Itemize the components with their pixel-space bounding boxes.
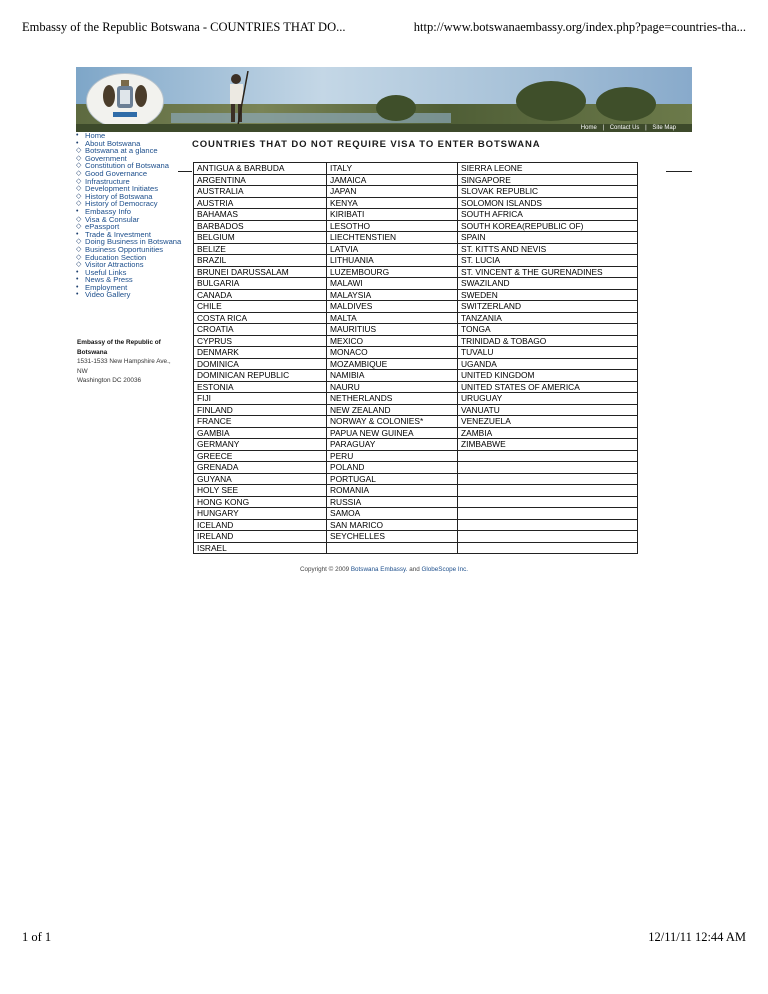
copyright-footer: [0, 566, 768, 573]
country-cell: PORTUGAL: [327, 473, 458, 485]
country-cell: LIECHTENSTIEN: [327, 232, 458, 244]
country-cell: GREECE: [194, 450, 327, 462]
table-row: [194, 496, 638, 508]
country-cell: TONGA: [458, 324, 638, 336]
country-cell: AUSTRIA: [194, 197, 327, 209]
diamond-bullet-icon: ◇: [76, 200, 82, 208]
country-cell: GRENADA: [194, 462, 327, 474]
country-cell: MEXICO: [327, 335, 458, 347]
country-cell: LATVIA: [327, 243, 458, 255]
bullet-icon: •: [76, 139, 79, 147]
diamond-bullet-icon: ◇: [76, 177, 82, 185]
page-title: COUNTRIES THAT DO NOT REQUIRE VISA TO ENTER BOTSWANA: [192, 139, 541, 150]
table-row: [194, 393, 638, 405]
country-cell: POLAND: [327, 462, 458, 474]
country-cell: [458, 531, 638, 543]
country-cell: UGANDA: [458, 358, 638, 370]
country-cell: [458, 519, 638, 531]
country-cell: [327, 542, 458, 554]
country-cell: MAURITIUS: [327, 324, 458, 336]
bullet-icon: •: [76, 268, 79, 276]
country-cell: SPAIN: [458, 232, 638, 244]
table-row: [194, 542, 638, 554]
table-row: [194, 462, 638, 474]
table-row: [194, 485, 638, 497]
sidebar-item-label: Botswana at a glance: [85, 146, 158, 156]
table-row: [194, 508, 638, 520]
country-cell: [458, 496, 638, 508]
table-row: [194, 186, 638, 198]
country-cell: MALDIVES: [327, 301, 458, 313]
divider: [178, 171, 192, 172]
sidebar-item-label: History of Botswana: [85, 191, 153, 201]
country-cell: SOUTH KOREA(REPUBLIC OF): [458, 220, 638, 232]
country-cell: COSTA RICA: [194, 312, 327, 324]
embassy-address: [77, 338, 183, 386]
top-nav-home-link[interactable]: Home: [580, 125, 597, 131]
bullet-icon: •: [76, 276, 79, 284]
country-cell: SLOVAK REPUBLIC: [458, 186, 638, 198]
country-cell: SINGAPORE: [458, 174, 638, 186]
country-cell: BARBADOS: [194, 220, 327, 232]
country-cell: LUZEMBOURG: [327, 266, 458, 278]
diamond-bullet-icon: ◇: [76, 154, 82, 162]
country-cell: LESOTHO: [327, 220, 458, 232]
country-cell: NETHERLANDS: [327, 393, 458, 405]
print-header: [22, 20, 746, 36]
table-row: [194, 427, 638, 439]
country-cell: KIRIBATI: [327, 209, 458, 221]
embassy-name: Embassy of the Republic of Botswana: [77, 339, 161, 356]
country-cell: BRUNEI DARUSSALAM: [194, 266, 327, 278]
table-row: [194, 220, 638, 232]
diamond-bullet-icon: ◇: [76, 147, 82, 155]
country-cell: ISRAEL: [194, 542, 327, 554]
country-cell: HUNGARY: [194, 508, 327, 520]
country-cell: UNITED STATES OF AMERICA: [458, 381, 638, 393]
country-cell: UNITED KINGDOM: [458, 370, 638, 382]
table-row: [194, 255, 638, 267]
country-cell: NAMIBIA: [327, 370, 458, 382]
sidebar-item-label: Development Initiates: [85, 184, 159, 194]
sidebar-item-label: Employment: [85, 282, 128, 292]
sidebar-item-label: Government: [85, 153, 127, 163]
coat-of-arms-logo[interactable]: [86, 73, 164, 129]
top-nav-contact-link[interactable]: Contact Us: [609, 125, 640, 131]
diamond-bullet-icon: ◇: [76, 223, 82, 231]
country-cell: ST. LUCIA: [458, 255, 638, 267]
table-row: [194, 232, 638, 244]
diamond-bullet-icon: ◇: [76, 192, 82, 200]
sidebar-item-label: Visitor Attractions: [85, 260, 144, 270]
sidebar-item-label: Video Gallery: [85, 290, 131, 300]
country-cell: SWEDEN: [458, 289, 638, 301]
country-cell: BELGIUM: [194, 232, 327, 244]
sidebar-item-label: Constitution of Botswana: [85, 161, 170, 171]
divider: [666, 171, 692, 172]
address-line: Washington DC 20036: [77, 377, 142, 384]
country-cell: JAPAN: [327, 186, 458, 198]
sidebar-item-label: Good Governance: [85, 168, 148, 178]
country-cell: BULGARIA: [194, 278, 327, 290]
country-cell: [458, 508, 638, 520]
table-row: [194, 531, 638, 543]
sidebar-item-label: Infrastructure: [85, 176, 130, 186]
address-line: 1531-1533 New Hampshire Ave., NW: [77, 358, 171, 375]
print-datetime: 12/11/11 12:44 AM: [648, 930, 746, 944]
table-row: [194, 358, 638, 370]
sidebar-item-label: Doing Business in Botswana: [85, 237, 182, 247]
country-cell: SOLOMON ISLANDS: [458, 197, 638, 209]
country-cell: TUVALU: [458, 347, 638, 359]
table-row: [194, 404, 638, 416]
country-cell: NORWAY & COLONIES*: [327, 416, 458, 428]
table-row: [194, 416, 638, 428]
table-row: [194, 370, 638, 382]
print-page-title: Embassy of the Republic Botswana - COUNTRIES THAT DO...: [22, 20, 346, 34]
country-cell: CROATIA: [194, 324, 327, 336]
diamond-bullet-icon: ◇: [76, 162, 82, 170]
table-row: [194, 519, 638, 531]
table-row: [194, 381, 638, 393]
top-nav-sitemap-link[interactable]: Site Map: [652, 125, 676, 131]
bullet-icon: •: [76, 230, 79, 238]
bullet-icon: •: [76, 283, 79, 291]
country-cell: BAHAMAS: [194, 209, 327, 221]
diamond-bullet-icon: ◇: [76, 185, 82, 193]
country-cell: [458, 485, 638, 497]
print-page-url: http://www.botswanaembassy.org/index.php?page=countries-tha...: [413, 20, 746, 34]
table-row: [194, 347, 638, 359]
country-cell: PAPUA NEW GUINEA: [327, 427, 458, 439]
table-row: [194, 335, 638, 347]
coat-of-arms-icon: [95, 78, 155, 124]
sidebar-item-label: Business Opportunities: [85, 244, 164, 254]
country-cell: SIERRA LEONE: [458, 163, 638, 175]
sidebar-item-label: News & Press: [85, 275, 133, 285]
country-cell: PERU: [327, 450, 458, 462]
country-cell: ITALY: [327, 163, 458, 175]
sidebar-menu: [76, 132, 182, 299]
country-cell: ARGENTINA: [194, 174, 327, 186]
bullet-icon: •: [76, 291, 79, 299]
country-cell: HONG KONG: [194, 496, 327, 508]
country-cell: RUSSIA: [327, 496, 458, 508]
country-cell: SWAZILAND: [458, 278, 638, 290]
sidebar-item-label: History of Democracy: [85, 199, 158, 209]
country-cell: CANADA: [194, 289, 327, 301]
country-cell: GUYANA: [194, 473, 327, 485]
country-cell: SAMOA: [327, 508, 458, 520]
print-page-count: 1 of 1: [22, 930, 52, 944]
country-cell: [458, 542, 638, 554]
table-row: [194, 174, 638, 186]
top-nav-separator: |: [602, 125, 605, 131]
table-row: [194, 450, 638, 462]
bullet-icon: •: [76, 207, 79, 215]
diamond-bullet-icon: ◇: [76, 245, 82, 253]
country-cell: NAURU: [327, 381, 458, 393]
sidebar-item-label: Useful Links: [85, 267, 127, 277]
country-cell: VENEZUELA: [458, 416, 638, 428]
country-cell: GAMBIA: [194, 427, 327, 439]
diamond-bullet-icon: ◇: [76, 253, 82, 261]
botswana-embassy-link[interactable]: Botswana Embassy.: [350, 566, 408, 573]
country-cell: PARAGUAY: [327, 439, 458, 451]
country-cell: DOMINICA: [194, 358, 327, 370]
top-navigation: [76, 124, 692, 132]
country-cell: KENYA: [327, 197, 458, 209]
country-cell: [458, 473, 638, 485]
country-cell: FIJI: [194, 393, 327, 405]
sidebar-item-label: Visa & Consular: [85, 214, 140, 224]
table-row: [194, 209, 638, 221]
table-row: [194, 243, 638, 255]
country-cell: TANZANIA: [458, 312, 638, 324]
diamond-bullet-icon: ◇: [76, 261, 82, 269]
country-cell: FRANCE: [194, 416, 327, 428]
sidebar-item-label: ePassport: [85, 222, 120, 232]
top-nav-separator: |: [645, 125, 647, 131]
diamond-bullet-icon: ◇: [76, 169, 82, 177]
table-row: [194, 324, 638, 336]
country-cell: ANTIGUA & BARBUDA: [194, 163, 327, 175]
country-cell: [458, 450, 638, 462]
table-row: [194, 301, 638, 313]
table-row: [194, 197, 638, 209]
country-cell: CHILE: [194, 301, 327, 313]
country-cell: MONACO: [327, 347, 458, 359]
country-cell: IRELAND: [194, 531, 327, 543]
table-row: [194, 439, 638, 451]
copyright-text: Copyright © 2009: [299, 566, 350, 573]
country-cell: MALTA: [327, 312, 458, 324]
sidebar-item-label: Embassy Info: [85, 206, 132, 216]
country-cell: BRAZIL: [194, 255, 327, 267]
country-cell: [458, 462, 638, 474]
country-cell: HOLY SEE: [194, 485, 327, 497]
country-cell: MOZAMBIQUE: [327, 358, 458, 370]
country-cell: TRINIDAD & TOBAGO: [458, 335, 638, 347]
table-row: [194, 278, 638, 290]
poler-figure-image: [216, 71, 252, 125]
country-cell: AUSTRALIA: [194, 186, 327, 198]
visa-exempt-countries-table: [193, 162, 638, 554]
country-cell: JAMAICA: [327, 174, 458, 186]
country-cell: ST. VINCENT & THE GURENADINES: [458, 266, 638, 278]
country-cell: ESTONIA: [194, 381, 327, 393]
country-cell: ZAMBIA: [458, 427, 638, 439]
country-cell: MALAYSIA: [327, 289, 458, 301]
globescope-link[interactable]: GlobeScope Inc.: [421, 566, 469, 573]
table-row: [194, 473, 638, 485]
country-cell: SEYCHELLES: [327, 531, 458, 543]
country-cell: FINLAND: [194, 404, 327, 416]
sidebar-item-label: About Botswana: [85, 138, 141, 148]
country-cell: SWITZERLAND: [458, 301, 638, 313]
copyright-and-text: and: [409, 566, 420, 573]
country-cell: ZIMBABWE: [458, 439, 638, 451]
table-row: [194, 289, 638, 301]
country-cell: ROMANIA: [327, 485, 458, 497]
country-cell: DOMINICAN REPUBLIC: [194, 370, 327, 382]
sidebar-item-label: Education Section: [85, 252, 147, 262]
country-cell: ICELAND: [194, 519, 327, 531]
table-row: [194, 266, 638, 278]
sidebar-item[interactable]: [76, 291, 182, 299]
sidebar-item-label: Trade & Investment: [85, 229, 151, 239]
country-cell: LITHUANIA: [327, 255, 458, 267]
print-footer: [22, 930, 746, 946]
country-cell: MALAWI: [327, 278, 458, 290]
country-cell: DENMARK: [194, 347, 327, 359]
table-row: [194, 163, 638, 175]
country-cell: CYPRUS: [194, 335, 327, 347]
country-cell: BELIZE: [194, 243, 327, 255]
country-cell: SOUTH AFRICA: [458, 209, 638, 221]
diamond-bullet-icon: ◇: [76, 238, 82, 246]
sidebar-item-label: Home: [85, 131, 106, 140]
bullet-icon: •: [76, 132, 79, 139]
country-cell: VANUATU: [458, 404, 638, 416]
country-cell: SAN MARICO: [327, 519, 458, 531]
country-cell: URUGUAY: [458, 393, 638, 405]
country-cell: ST. KITTS AND NEVIS: [458, 243, 638, 255]
site-banner: [76, 67, 692, 131]
country-cell: GERMANY: [194, 439, 327, 451]
country-cell: NEW ZEALAND: [327, 404, 458, 416]
diamond-bullet-icon: ◇: [76, 215, 82, 223]
table-row: [194, 312, 638, 324]
